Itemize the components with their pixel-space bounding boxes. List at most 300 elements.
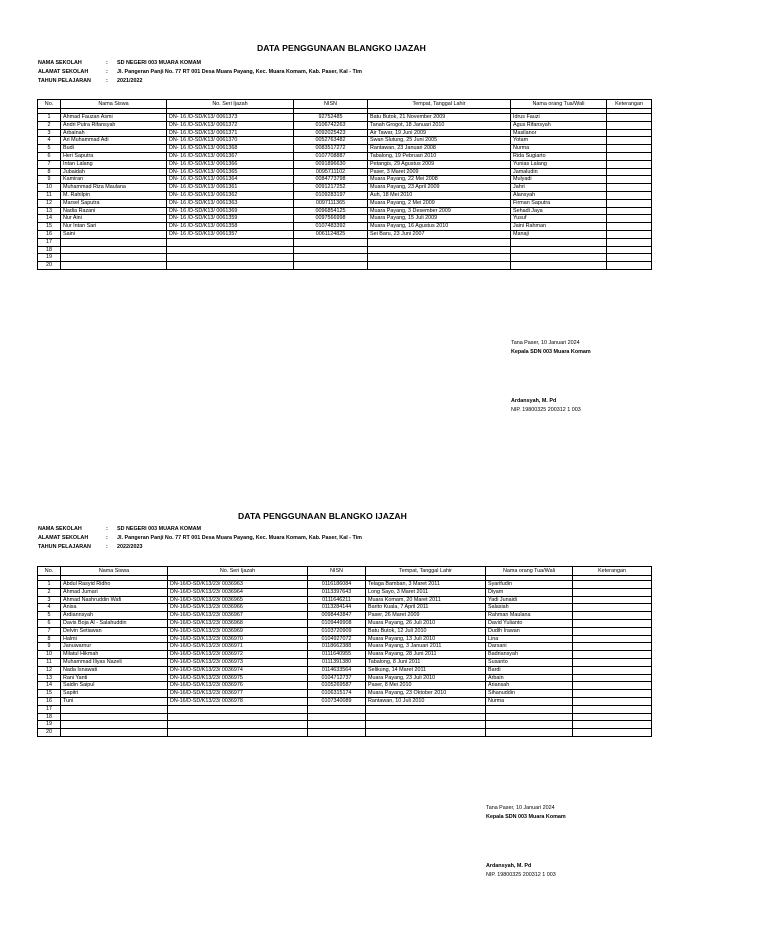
table-cell xyxy=(61,238,167,246)
diploma-table xyxy=(37,566,652,737)
table-row xyxy=(38,682,652,690)
table-cell xyxy=(607,121,652,129)
table-cell xyxy=(168,721,308,729)
table-cell: Batu Butok, 12 Juli 2010 xyxy=(366,627,486,635)
table-cell: 5 xyxy=(38,612,61,620)
table-cell: 19 xyxy=(38,254,61,262)
table-cell: DN-16/D-SD/K13/23/ 0036963 xyxy=(168,581,308,589)
table-cell: DN- 16 /D-SD/K13/ 0061362 xyxy=(167,191,294,199)
table-row xyxy=(38,705,652,713)
table-cell: DN- 16 /D-SD/K13/ 0061368 xyxy=(167,145,294,153)
table-cell xyxy=(573,619,652,627)
table-row xyxy=(38,713,652,721)
table-cell: 3 xyxy=(38,596,61,604)
table-cell: Agus Rifansyah xyxy=(511,121,607,129)
table-cell: Saini xyxy=(61,230,167,238)
table-row xyxy=(38,658,652,666)
table-cell: DN-16/D-SD/K13/23/ 0036977 xyxy=(168,690,308,698)
table-cell: Diyam xyxy=(486,588,573,596)
table-cell: Susanto xyxy=(486,658,573,666)
table-cell: DN-16/D-SD/K13/23/ 0036972 xyxy=(168,651,308,659)
table-cell: DN-16/D-SD/K13/23/ 0036966 xyxy=(168,604,308,612)
table-cell: Ahmad Jumari xyxy=(61,588,168,596)
table-cell: 10 xyxy=(38,184,61,192)
table-cell: 0107340089 xyxy=(308,697,366,705)
table-row xyxy=(38,223,652,231)
table-cell: Muara Komam, 20 Maret 2011 xyxy=(366,596,486,604)
table-cell xyxy=(607,238,652,246)
table-cell: Muara Payang, 26 Juli 2010 xyxy=(366,619,486,627)
table-cell xyxy=(61,713,168,721)
table-cell xyxy=(607,160,652,168)
table-cell: 2 xyxy=(38,588,61,596)
table-cell xyxy=(486,721,573,729)
table-cell xyxy=(607,230,652,238)
sign-nip: NIP. 19800325 200312 1 003 xyxy=(486,872,556,878)
table-cell: Idrus Fauzi xyxy=(511,114,607,122)
table-cell: Muara Payang, 2 Mei 2009 xyxy=(368,199,511,207)
table-cell: Muara Payang, 23 Juli 2010 xyxy=(366,674,486,682)
table-row xyxy=(38,619,652,627)
table-cell: DN- 16 /D-SD/K13/ 0061359 xyxy=(167,215,294,223)
table-cell: 0113397643 xyxy=(308,588,366,596)
column-header: Tempat, Tanggal Lahir xyxy=(368,100,511,109)
table-row xyxy=(38,207,652,215)
table-cell: Ariansah xyxy=(486,682,573,690)
table-cell xyxy=(573,588,652,596)
table-cell xyxy=(366,713,486,721)
table-cell: 16 xyxy=(38,697,61,705)
table-cell: DN-16/D-SD/K13/23/ 0036974 xyxy=(168,666,308,674)
table-cell: Tabalong, 8 Juni 2011 xyxy=(366,658,486,666)
table-cell: Yadi Junaidi xyxy=(486,596,573,604)
table-cell: Halmi xyxy=(61,635,168,643)
table-cell: 0052763482 xyxy=(294,137,368,145)
table-cell: 0095711102 xyxy=(294,168,368,176)
table-cell: DN- 16 /D-SD/K13/ 0061357 xyxy=(167,230,294,238)
table-cell: Jahri xyxy=(511,184,607,192)
table-cell: DN-16/D-SD/K13/23/ 0036970 xyxy=(168,635,308,643)
table-cell: 7 xyxy=(38,627,61,635)
info-row-year: TAHUN PELAJARAN : 2022/2023 xyxy=(38,544,143,550)
table-row xyxy=(38,721,652,729)
table-cell: 11 xyxy=(38,191,61,199)
table-cell: Tuni xyxy=(61,697,168,705)
table-cell: 9 xyxy=(38,176,61,184)
table-cell: Muara Payang, 23 April 2009 xyxy=(368,184,511,192)
table-cell: DN- 16 /D-SD/K13/ 0061361 xyxy=(167,184,294,192)
table-cell xyxy=(573,635,652,643)
info-row-address: ALAMAT SEKOLAH : Jl. Pangeran Panji No. 77 RT 001 Desa Muara Payang, Kec. Muara Komam, Kab. Paser, Kal - Tim xyxy=(38,69,362,75)
table-cell: 0113284144 xyxy=(308,604,366,612)
table-row xyxy=(38,184,652,192)
signature-block xyxy=(486,804,566,880)
table-cell: 0106315174 xyxy=(308,690,366,698)
table-cell: M. Rahilpin xyxy=(61,191,167,199)
table-cell: 0061124825 xyxy=(294,230,368,238)
table-cell xyxy=(573,690,652,698)
table-cell: Syarifudin xyxy=(486,581,573,589)
table-cell: Muhammad Iliyas Nazeli xyxy=(61,658,168,666)
table-cell xyxy=(308,713,366,721)
table-cell: 8 xyxy=(38,635,61,643)
table-cell: 6 xyxy=(38,619,61,627)
table-cell: DN-16/D-SD/K13/23/ 0036965 xyxy=(168,596,308,604)
column-header: No. Seri Ijazah xyxy=(167,100,294,109)
table-cell: DN-16/D-SD/K13/23/ 0036967 xyxy=(168,612,308,620)
table-cell: Kamiran xyxy=(61,176,167,184)
table-cell: Lina xyxy=(486,635,573,643)
table-cell: Rahman Maulana xyxy=(486,612,573,620)
table-cell: Ari Muhammad Adi xyxy=(61,137,167,145)
table-cell xyxy=(61,705,168,713)
table-cell: 0107483392 xyxy=(294,223,368,231)
column-header: Nama orang Tua/Wali xyxy=(486,567,573,576)
table-cell: Delvin Setiawan xyxy=(61,627,168,635)
table-cell xyxy=(168,729,308,737)
table-cell xyxy=(573,604,652,612)
table-cell xyxy=(486,713,573,721)
table-cell: Muara Payang, 16 Agustus 2010 xyxy=(368,223,511,231)
table-cell: DN-16/D-SD/K13/23/ 0036978 xyxy=(168,697,308,705)
table-cell xyxy=(573,658,652,666)
column-header: NISN xyxy=(308,567,366,576)
table-cell: Nur Intan Sari xyxy=(61,223,167,231)
table-cell xyxy=(573,666,652,674)
table-cell: Air Tawar, 19 Juni 2009 xyxy=(368,129,511,137)
table-cell: 11 xyxy=(38,658,61,666)
table-cell: 17 xyxy=(38,705,61,713)
table-cell: 6 xyxy=(38,152,61,160)
table-cell: 7 xyxy=(38,160,61,168)
table-row xyxy=(38,114,652,122)
table-cell: 0109283197 xyxy=(294,191,368,199)
table-row xyxy=(38,612,652,620)
info-row-school-name: NAMA SEKOLAH : SD NEGERI 003 MUARA KOMAM xyxy=(38,526,201,532)
column-header: No. xyxy=(38,567,61,576)
table-cell: Rantawan, 23 Januari 2008 xyxy=(368,145,511,153)
table-cell xyxy=(607,191,652,199)
table-cell: 3 xyxy=(38,129,61,137)
table-cell: 0109449908 xyxy=(308,619,366,627)
table-cell: Muara Payang, 3 Desember 2009 xyxy=(368,207,511,215)
table-cell xyxy=(573,705,652,713)
table-row xyxy=(38,168,652,176)
table-cell xyxy=(368,254,511,262)
table-header-row xyxy=(38,100,652,109)
table-cell xyxy=(368,238,511,246)
table-cell: 0111391380 xyxy=(308,658,366,666)
table-cell: Yotam xyxy=(511,137,607,145)
table-cell: 0096854125 xyxy=(294,207,368,215)
table-cell: DN- 16 /D-SD/K13/ 0061371 xyxy=(167,129,294,137)
table-row xyxy=(38,262,652,270)
table-row xyxy=(38,121,652,129)
table-cell xyxy=(607,114,652,122)
sign-position: Kepala SDN 003 Muara Komam xyxy=(486,814,566,820)
table-cell: Long Sayo, 3 Maret 2011 xyxy=(366,588,486,596)
table-cell: Saidin Saipul xyxy=(61,682,168,690)
table-cell: 13 xyxy=(38,674,61,682)
page-title: DATA PENGGUNAAN BLANGKO IJAZAH xyxy=(257,43,426,53)
table-cell xyxy=(366,721,486,729)
table-cell: Nada Isnawati xyxy=(61,666,168,674)
table-cell: 0091217252 xyxy=(294,184,368,192)
table-cell xyxy=(294,254,368,262)
table-cell: DN- 16 /D-SD/K13/ 0061358 xyxy=(167,223,294,231)
table-cell: Davis Boja Al - Salahuddin xyxy=(61,619,168,627)
table-cell xyxy=(366,729,486,737)
table-cell xyxy=(573,612,652,620)
table-cell xyxy=(573,721,652,729)
table-cell xyxy=(607,254,652,262)
table-cell: DN-16/D-SD/K13/23/ 0036968 xyxy=(168,619,308,627)
info-row-year: TAHUN PELAJARAN : 2021/2022 xyxy=(38,78,143,84)
table-cell: Selikung, 14 Maret 2011 xyxy=(366,666,486,674)
table-row xyxy=(38,635,652,643)
table-cell xyxy=(511,246,607,254)
table-cell: Andri Putra Rifansyah xyxy=(61,121,167,129)
table-cell xyxy=(167,238,294,246)
table-cell: Sapitri xyxy=(61,690,168,698)
column-header: No. Seri Ijazah xyxy=(168,567,308,576)
table-cell: Muara Payang, 15 Juli 2009 xyxy=(368,215,511,223)
table-cell: Batu Butok, 21 November 2009 xyxy=(368,114,511,122)
table-cell: DN-16/D-SD/K13/23/ 0036971 xyxy=(168,643,308,651)
table-cell: DN- 16 /D-SD/K13/ 0061366 xyxy=(167,160,294,168)
table-cell xyxy=(486,729,573,737)
table-cell xyxy=(607,262,652,270)
table-cell: 0114633564 xyxy=(308,666,366,674)
table-cell: 15 xyxy=(38,223,61,231)
table-cell: Nurma xyxy=(511,145,607,153)
table-row xyxy=(38,152,652,160)
table-cell xyxy=(294,238,368,246)
table-row xyxy=(38,215,652,223)
table-cell: DN-16/D-SD/K13/23/ 0036969 xyxy=(168,627,308,635)
table-cell: Yunias Lalang xyxy=(511,160,607,168)
table-row xyxy=(38,191,652,199)
table-cell: Muara Payang, 3 Januari 2011 xyxy=(366,643,486,651)
table-cell: 92752485 xyxy=(294,114,368,122)
table-cell: 12 xyxy=(38,666,61,674)
table-row xyxy=(38,674,652,682)
table-cell: Abdul Rasyid Ridho xyxy=(61,581,168,589)
table-row xyxy=(38,176,652,184)
table-cell: 14 xyxy=(38,682,61,690)
table-cell: Milatul Hikmah xyxy=(61,651,168,659)
table-cell xyxy=(607,223,652,231)
table-cell: Darsani xyxy=(486,643,573,651)
table-cell: 19 xyxy=(38,721,61,729)
table-cell: DN- 16 /D-SD/K13/ 0061372 xyxy=(167,121,294,129)
table-cell: 20 xyxy=(38,729,61,737)
table-cell: 17 xyxy=(38,238,61,246)
table-cell xyxy=(607,246,652,254)
column-header: Keterangan xyxy=(573,567,652,576)
table-cell: Jamaludin xyxy=(511,168,607,176)
table-row xyxy=(38,145,652,153)
table-cell xyxy=(368,246,511,254)
table-cell xyxy=(573,729,652,737)
table-cell: Sehadi Jaya xyxy=(511,207,607,215)
table-cell: Sihanuddin xyxy=(486,690,573,698)
table-cell: Paser, 3 Maret 2009 xyxy=(368,168,511,176)
table-cell xyxy=(607,152,652,160)
table-cell: 0092025423 xyxy=(294,129,368,137)
table-cell xyxy=(511,254,607,262)
table-cell: Swan Slutung, 25 Juni 2005 xyxy=(368,137,511,145)
table-cell: Alansyah xyxy=(511,191,607,199)
table-cell: DN- 16 /D-SD/K13/ 0061363 xyxy=(167,199,294,207)
table-cell: Muara Payang, 22 Mei 2008 xyxy=(368,176,511,184)
table-cell xyxy=(573,596,652,604)
table-cell: Muara Payang, 13 Juli 2010 xyxy=(366,635,486,643)
signature-block xyxy=(511,339,591,415)
table-cell: Telaga Bamban, 3 Maret 2011 xyxy=(366,581,486,589)
column-header: Keterangan xyxy=(607,100,652,109)
table-row xyxy=(38,596,652,604)
table-cell: 0098443847 xyxy=(308,612,366,620)
table-cell: 0111640955 xyxy=(308,651,366,659)
table-cell: Tabalong, 19 Pebruari 2010 xyxy=(368,152,511,160)
table-row xyxy=(38,230,652,238)
info-row-address: ALAMAT SEKOLAH : Jl. Pangeran Panji No. 77 RT 001 Desa Muara Payang, Kec. Muara Komam, Kab. Paser, Kal - Tim xyxy=(38,535,362,541)
table-cell: 0106742263 xyxy=(294,121,368,129)
table-cell: Bardi xyxy=(486,666,573,674)
table-cell: 10 xyxy=(38,651,61,659)
table-cell: 16 xyxy=(38,230,61,238)
table-cell: Paser, 26 Maret 2009 xyxy=(366,612,486,620)
table-cell: 4 xyxy=(38,137,61,145)
table-cell: 0097566998 xyxy=(294,215,368,223)
table-cell xyxy=(294,246,368,254)
table-cell xyxy=(294,262,368,270)
table-cell: Dudih Irawan xyxy=(486,627,573,635)
table-cell: Paser, 8 Mei 2010 xyxy=(366,682,486,690)
column-header: Nama Siswa xyxy=(61,100,167,109)
table-cell: 0104712737 xyxy=(308,674,366,682)
table-cell: 0107708887 xyxy=(294,152,368,160)
table-row xyxy=(38,246,652,254)
table-cell: 0084773798 xyxy=(294,176,368,184)
table-cell: 0091896630 xyxy=(294,160,368,168)
table-cell: 14 xyxy=(38,215,61,223)
column-header: Nama orang Tua/Wali xyxy=(511,100,607,109)
table-cell: Jaini Rahman xyxy=(511,223,607,231)
table-cell: Firman Saputra xyxy=(511,199,607,207)
table-cell: Badriansyah xyxy=(486,651,573,659)
sign-nip: NIP. 19800325 200312 1 003 xyxy=(511,407,581,413)
table-cell: Nur Aini xyxy=(61,215,167,223)
table-cell: DN-16/D-SD/K13/23/ 0036975 xyxy=(168,674,308,682)
table-cell: Auh, 18 Mei 2010 xyxy=(368,191,511,199)
diploma-table xyxy=(37,99,652,270)
table-header-row xyxy=(38,567,652,576)
table-cell: 1 xyxy=(38,114,61,122)
table-cell: 9 xyxy=(38,643,61,651)
table-cell: 0103720909 xyxy=(308,627,366,635)
table-cell xyxy=(573,713,652,721)
column-header: Nama Siswa xyxy=(61,567,168,576)
sign-name: Ardansyah, M. Pd xyxy=(511,398,557,404)
table-cell xyxy=(607,176,652,184)
table-cell xyxy=(573,643,652,651)
sign-name: Ardansyah, M. Pd xyxy=(486,863,532,869)
table-row xyxy=(38,651,652,659)
table-cell: Arbainah xyxy=(61,129,167,137)
table-cell xyxy=(167,262,294,270)
table-cell: Sei Baru, 23 Juni 2007 xyxy=(368,230,511,238)
table-cell: 0111646211 xyxy=(308,596,366,604)
table-cell xyxy=(511,238,607,246)
table-cell: Heri Saputra xyxy=(61,152,167,160)
table-cell: 0105269587 xyxy=(308,682,366,690)
table-cell: Manaji xyxy=(511,230,607,238)
table-cell xyxy=(308,721,366,729)
table-cell: Anisa xyxy=(61,604,168,612)
table-cell xyxy=(61,721,168,729)
table-cell: 0097111365 xyxy=(294,199,368,207)
table-cell xyxy=(308,705,366,713)
table-row xyxy=(38,199,652,207)
table-cell: Budi xyxy=(61,145,167,153)
sign-place-date: Tana Paser, 10 Januari 2024 xyxy=(511,340,580,346)
table-cell xyxy=(607,168,652,176)
table-cell: Tanah Grogot, 18 Januari 2010 xyxy=(368,121,511,129)
table-cell: DN-16/D-SD/K13/23/ 0036973 xyxy=(168,658,308,666)
table-cell xyxy=(573,651,652,659)
table-cell xyxy=(607,184,652,192)
table-cell: Rani Yanti xyxy=(61,674,168,682)
table-row xyxy=(38,254,652,262)
table-cell xyxy=(366,705,486,713)
column-header: Tempat, Tanggal Lahir xyxy=(366,567,486,576)
table-cell: Nurma xyxy=(486,697,573,705)
table-cell xyxy=(573,697,652,705)
table-cell xyxy=(607,207,652,215)
page-title: DATA PENGGUNAAN BLANGKO IJAZAH xyxy=(238,511,407,521)
table-row xyxy=(38,160,652,168)
table-row xyxy=(38,627,652,635)
table-cell: DN- 16 /D-SD/K13/ 0061367 xyxy=(167,152,294,160)
table-row xyxy=(38,137,652,145)
table-cell xyxy=(61,246,167,254)
table-cell xyxy=(168,705,308,713)
table-cell xyxy=(607,137,652,145)
column-header: NISN xyxy=(294,100,368,109)
table-cell: 13 xyxy=(38,207,61,215)
table-cell: Masilanor xyxy=(511,129,607,137)
table-cell xyxy=(168,713,308,721)
table-cell xyxy=(308,729,366,737)
table-cell: 8 xyxy=(38,168,61,176)
table-cell xyxy=(573,627,652,635)
column-header: No. xyxy=(38,100,61,109)
table-cell: 2 xyxy=(38,121,61,129)
table-cell: Arbain xyxy=(486,674,573,682)
table-cell xyxy=(607,199,652,207)
table-cell xyxy=(573,581,652,589)
table-cell: Ahmad Nashruddin Wafi xyxy=(61,596,168,604)
table-cell: Mulyadi xyxy=(511,176,607,184)
table-cell: 0118662388 xyxy=(308,643,366,651)
table-row xyxy=(38,581,652,589)
table-cell: 5 xyxy=(38,145,61,153)
table-cell: Marsel Saputra xyxy=(61,199,167,207)
table-cell: Ahmad Fauzan Asmi xyxy=(61,114,167,122)
table-row xyxy=(38,690,652,698)
